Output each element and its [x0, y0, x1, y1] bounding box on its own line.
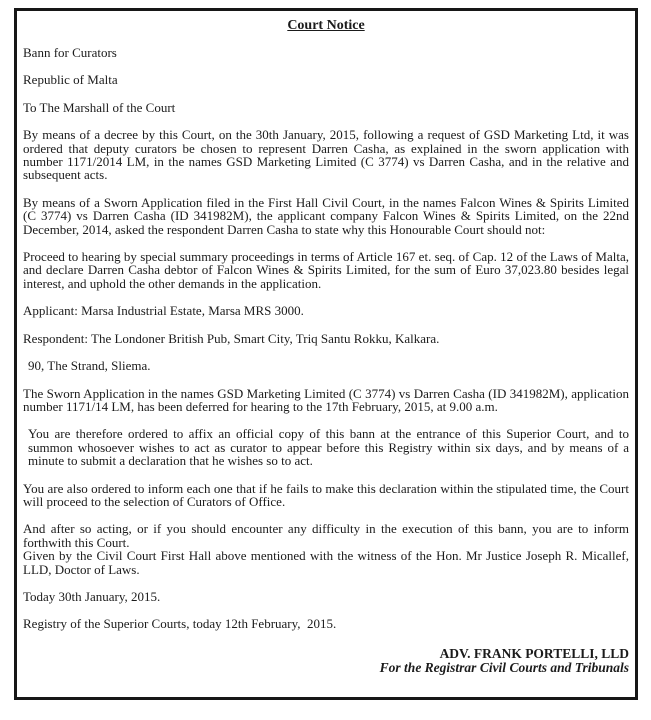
paragraph-today-date: Today 30th January, 2015.	[23, 588, 161, 604]
paragraph-decree: By means of a decree by this Court, on the 30th January, 2015, following a request of GSD Marketing Ltd, it was ordered that deputy curators be chosen to represent Darren Casha, as explained in the sworn application with number 1171/2014 LM, in the names GSD Marketing Limited (C 3774) vs Darren Casha, and in the relative and subsequent acts.	[23, 127, 629, 183]
signature-name: ADV. FRANK PORTELLI, LLD	[439, 645, 629, 661]
signature-role: For the Registrar Civil Courts and Tribunals	[379, 659, 629, 675]
paragraph-order-affix-bann: You are therefore ordered to affix an official copy of this bann at the entrance of this Superior Court, and to summon whosoever wishes to act as curator to appear before this Registry within six days, and by means of a minute to submit a declaration that he wishes so to act.	[28, 426, 629, 469]
paragraph-sworn-application: By means of a Sworn Application filed in the First Hall Civil Court, in the names Falcon Wines & Spirits Limited (C 3774) vs Darren Casha (ID 341982M), the applicant company Falcon Wines & Spirits Limited, on the 22nd December, 2014, asked the respondent Darren Casha to state why this Honourable Court should not:	[23, 194, 629, 237]
paragraph-given-by-court: Given by the Civil Court First Hall above mentioned with the witness of the Hon. Mr Justice Joseph R. Micallef, LLD, Doctor of Laws.	[23, 548, 629, 577]
paragraph-respondent-address: Respondent: The Londoner British Pub, Smart City, Triq Santu Rokku, Kalkara.	[23, 330, 440, 346]
paragraph-deferred-hearing: The Sworn Application in the names GSD Marketing Limited (C 3774) vs Darren Casha (ID 341982M), application number 1171/14 LM, has been deferred for hearing to the 17th February, 2015, at 9.00 a.m.	[23, 385, 629, 414]
paragraph-marshall-address: To The Marshall of the Court	[23, 99, 176, 115]
paragraph-bann-for-curators: Bann for Curators	[23, 45, 117, 60]
paragraph-republic-of-malta: Republic of Malta	[23, 72, 118, 88]
paragraph-applicant-address: Applicant: Marsa Industrial Estate, Marsa MRS 3000.	[23, 303, 304, 319]
court-notice-document	[14, 8, 638, 700]
document-title: Court Notice	[287, 18, 365, 33]
paragraph-after-so-acting: And after so acting, or if you should encounter any difficulty in the execution of this bann, you are to inform forthwith this Court.	[23, 521, 629, 550]
paragraph-proceed-to-hearing: Proceed to hearing by special summary proceedings in terms of Article 167 et. seq. of Cap. 12 of the Laws of Malta, and declare Darren Casha debtor of Falcon Wines & Spirits Limited, for the sum of Euro 37,023.80 besides legal interest, and uphold the other demands in the application.	[23, 249, 629, 291]
paragraph-order-inform: You are also ordered to inform each one that if he fails to make this declaration within the stipulated time, the Court will proceed to the selection of Curators of Office.	[23, 480, 629, 509]
paragraph-respondent-address-2: 90, The Strand, Sliema.	[28, 358, 151, 374]
paragraph-registry-date: Registry of the Superior Courts, today 12th February, 2015.	[23, 616, 337, 632]
signature-block	[23, 647, 629, 675]
